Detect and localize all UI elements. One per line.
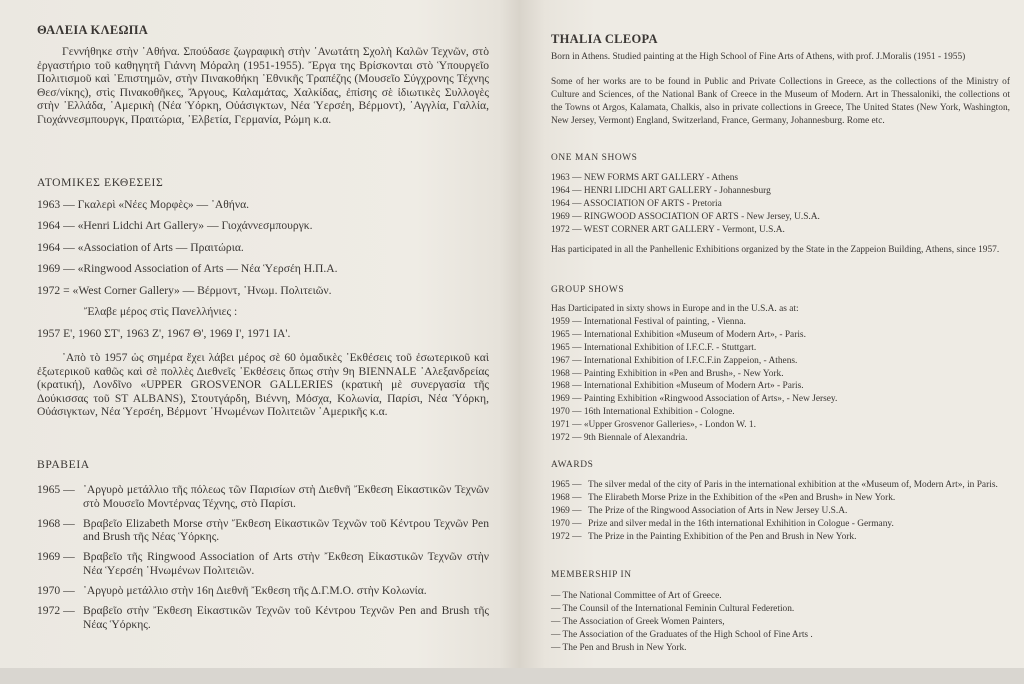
group-shows-list — [551, 303, 1010, 445]
awards-list-greek — [37, 483, 489, 638]
award-year: 1968 — — [551, 492, 584, 503]
award-item — [37, 483, 489, 510]
award-item — [551, 492, 1010, 505]
awards-heading-greek: ΒΡΑΒΕΙΑ — [37, 458, 90, 471]
award-item — [551, 479, 1010, 492]
list-item: 1959 — International Festival of painting, - Vienna. — [551, 316, 746, 327]
left-page-greek — [0, 0, 520, 668]
award-year: 1968 — — [37, 516, 75, 530]
list-item: 1969 — RINGWOOD ASSOCIATION OF ARTS - New Jersey, U.S.A. — [551, 211, 820, 222]
artist-name-english: THALIA CLEOPA — [551, 32, 658, 46]
award-item — [37, 584, 489, 598]
artist-name-greek: ΘΑΛΕΙΑ ΚΛΕΩΠΑ — [37, 23, 149, 37]
list-item: 1969 — «Ringwood Association of Arts — Νέα Ὑερσέη Η.Π.Α. — [37, 262, 338, 276]
list-item: 1964 — ASSOCIATION OF ARTS - Pretoria — [551, 198, 722, 209]
award-year: 1965 — — [37, 483, 75, 496]
award-text: ᾿Αργυρὸ μετάλλιο στὴν 16η Διεθνῆ Ἔκθεση τῆς Δ.Γ.Μ.Ο. στὴν Κολωνία. — [83, 584, 427, 598]
list-item: — The National Committee of Art of Greece. — [551, 591, 722, 601]
list-item: 1963 — Γκαλερὶ «Νέες Μορφὲς» — ᾿Αθήνα. — [37, 198, 250, 211]
award-year: 1969 — — [551, 505, 584, 516]
award-year: 1972 — — [551, 531, 584, 542]
list-item: 1964 — HENRI LIDCHI ART GALLERY - Johannesburg — [551, 185, 771, 196]
list-item: 1964 — «Association of Arts — Πραιτώρια. — [37, 240, 244, 254]
award-text: Βραβεῖο στὴν Ἔκθεση Εἰκαστικῶν Τεχνῶν τοῦ Κέντρου Τεχνῶν Pen and Brush τῆς Νέας Ὑόρκης. — [83, 604, 489, 631]
list-item: 1969 — Painting Exhibition «Ringwood Association of Arts», - New Jersey. — [551, 394, 838, 405]
list-item: — The Association of Greek Women Painters, — [551, 616, 725, 627]
awards-heading: AWARDS — [551, 460, 594, 470]
one-man-shows-heading: ONE MAN SHOWS — [551, 153, 638, 163]
awards-list — [551, 479, 1010, 544]
list-item: — The Association of the Graduates of the High School of Fine Arts . — [551, 629, 813, 640]
award-item — [551, 518, 1010, 531]
group-shows-heading: GROUP SHOWS — [551, 285, 625, 295]
right-page-english — [520, 0, 1024, 668]
award-text: The Prize of the Ringwood Association of Arts in New Jersey U.S.A. — [588, 505, 848, 516]
list-item: 1972 — WEST CORNER ART GALLERY - Vermont, U.S.A. — [551, 224, 785, 235]
solo-shows-heading-greek: ΑΤΟΜΙΚΕΣ ΕΚΘΕΣΕΙΣ — [37, 176, 164, 189]
list-item: 1963 — NEW FORMS ART GALLERY - Athens — [551, 173, 739, 183]
award-item — [37, 604, 489, 631]
award-text: Βραβεῖο Elizabeth Morse στὴν Ἔκθεση Εἰκαστικῶν Τεχνῶν τοῦ Κέντρου Τεχνῶν Pen and Brush τῆς Νέας Ὑόρκης. — [83, 516, 489, 544]
award-year: 1970 — — [37, 584, 75, 598]
group-shows-text-greek: ᾿Απὸ τὸ 1957 ὡς σημέρα ἔχει λάβει μέρος σὲ 60 ὁμαδικὲς ᾿Εκθέσεις τοῦ ἐσωτερικοῦ καὶ ἐξωτερικοῦ καθῶς καὶ σὲ πολλὲς Διεθνεῖς ᾿Εκθέσεις ὅπως στὴν 9η BIENNALE ᾿Αλεξανδρείας (κρατική), Λονδῖνο «UPPER GROSVENOR GALLERIES (κρατικὴ μὲ συνεργασία τῆς Δούκισσας τοῦ ST ALBANS), Στουτγάρδη, Βιέννη, Μόσχα, Κολωνία, Παρίσι, Νέα Ὑόρκη, Οὐάσιγκτων, Νέα Ὑερσέη, Βέρμοντ ῾Ηνωμένων Πολιτειῶν ᾿Αμερικῆς κ.α. — [37, 351, 489, 419]
list-item: 1968 — International Exhibition «Museum of Modern Art» - Paris. — [551, 381, 804, 392]
list-item: 1972 = «West Corner Gallery» — Βέρμοντ, ῾Ηνωμ. Πολιτειῶν. — [37, 283, 332, 297]
award-item — [551, 531, 1010, 544]
list-item: 1965 — International Exhibition «Museum of Modern Art», - Paris. — [551, 329, 806, 340]
panhellenic-label-greek: Ἔλαβε μέρος στὶς Πανελλήνιες : — [84, 304, 238, 318]
list-item: — The Counsil of the International Feminin Cultural Federetion. — [551, 603, 795, 614]
solo-shows-list-greek — [37, 198, 489, 340]
list-item: 1965 — International Exhibition of I.F.C.F. - Stuttgart. — [551, 342, 757, 353]
award-year: 1970 — — [551, 518, 584, 529]
award-text: Prize and silver medal in the 16th international Exhihition in Cologue - Germany. — [588, 518, 894, 529]
award-year: 1965 — — [551, 480, 584, 490]
panhellenic-english: Has participated in all the Panhellenic Exhibitions organized by the State in the Zappeion Building, Athens, since 1957. — [551, 245, 1000, 255]
list-item: 1968 — Painting Exhibition in «Pen and Brush», - New York. — [551, 368, 784, 379]
list-item: 1971 — «Upper Grosvenor Galleries», - London W. 1. — [551, 420, 756, 431]
membership-list — [551, 590, 1010, 655]
award-text: The Prize in the Painting Exhibition of the Pen and Brush in New York. — [588, 531, 857, 542]
bio-english-1: Born in Athens. Studied painting at the High School of Fine Arts of Athens, with prof. J.Moralis (1951 - 1955) — [551, 52, 966, 62]
panhellenic-list-greek: 1957 Ε', 1960 ΣΤ', 1963 Ζ', 1967 Θ', 1969 Ι', 1971 ΙΑ'. — [37, 326, 291, 340]
bio-greek: Γεννήθηκε στὴν ᾿Αθήνα. Σπούδασε ζωγραφικὴ στὴν ᾿Ανωτάτη Σχολὴ Καλῶν Τεχνῶν, στὸ ἐργαστήριο τοῦ καθηγητῆ Γιάννη Μόραλη (1951-1955). Ἔργα της Βρίσκονται στὸ Ὑπουργεῖο Πολιτισμοῦ καὶ ᾿Επιστημῶν, στὴν Πινακοθήκη ᾿Εθνικῆς Τραπέζης (Μουσεῖο Σύγχρονης Τέχνης Θεσ/νίκης), στὶς Πινακοθῆκες, Ἄργους, Καλαμάτας, Χαλκίδας, ἐπίσης σὲ ἰδιωτικὲς Συλλογὲς στὴν ᾿Ελλάδα, ᾿Αμερικὴ (Νέα Ὑόρκη, Οὐάσιγκτων, Νέα Ὑερσέη, Βέρμοντ), ᾿Αγγλία, Γαλλία, Γιοχάννεσμπουργκ, Πραιτώρια, ᾿Ελβετία, Γερμανία, Ρώμη κ.α. — [37, 45, 489, 126]
membership-heading: MEMBERSHIP IN — [551, 570, 632, 580]
award-year: 1969 — — [37, 550, 75, 564]
award-text: The silver medal of the city of Paris in the international exhibition at the «Museum of, Modern Art», in Paris. — [588, 480, 998, 490]
bio-english-2: Some of her works are to be found in Public and Private Collections in Greece, as the collections of the Ministry of Culture and Sciences, of the National Bank of Creece in the Museum of Modern. Art in Thessaloniki, the collections ot the Towns ot Argos, Kalamata, Chalkis, also in private collections in Greece, The United States (New York, Washington, New Jersey, Vermont) England, Switzerland, France, Germany, Johannesburg. Rome etc. — [551, 77, 1010, 126]
award-year: 1972 — — [37, 604, 75, 618]
award-text: ᾿Αργυρὸ μετάλλιο τῆς πόλεως τῶν Παρισίων στὴ Διεθνῆ Ἔκθεση Εἰκαστικῶν Τεχνῶν στὸ Μουσεῖο Μοντέρνας Τέχνης, στὸ Παρίσι. — [83, 483, 489, 510]
award-text: Βραβεῖο τῆς Ringwood Association of Arts στὴν Ἔκθεση Εἰκαστικῶν Τεχνῶν στὴν Νέα Ὑερσέη ῾Ηνωμένων Πολιτειῶν. — [83, 550, 489, 577]
award-item — [37, 517, 489, 544]
list-item: 1972 — 9th Biennale of Alexandria. — [551, 433, 688, 444]
award-text: The Elirabeth Morse Prize in the Exhibition of the «Pen and Brush» in New York. — [588, 492, 896, 503]
group-shows-intro: Has Darticipated in sixty shows in Europe and in the U.S.A. as at: — [551, 304, 799, 314]
list-item: 1967 — International Exhibition of I.F.C.F.in Zappeion, - Athens. — [551, 355, 798, 366]
list-item: 1964 — «Henri Lidchi Art Gallery» — Γιοχάννεσμπουργκ. — [37, 219, 313, 233]
award-item — [37, 550, 489, 577]
list-item: — The Pen and Brush in New York. — [551, 642, 687, 653]
one-man-shows-list — [551, 172, 1010, 237]
list-item: 1970 — 16th International Exhibition - Cologne. — [551, 407, 735, 418]
award-item — [551, 505, 1010, 518]
